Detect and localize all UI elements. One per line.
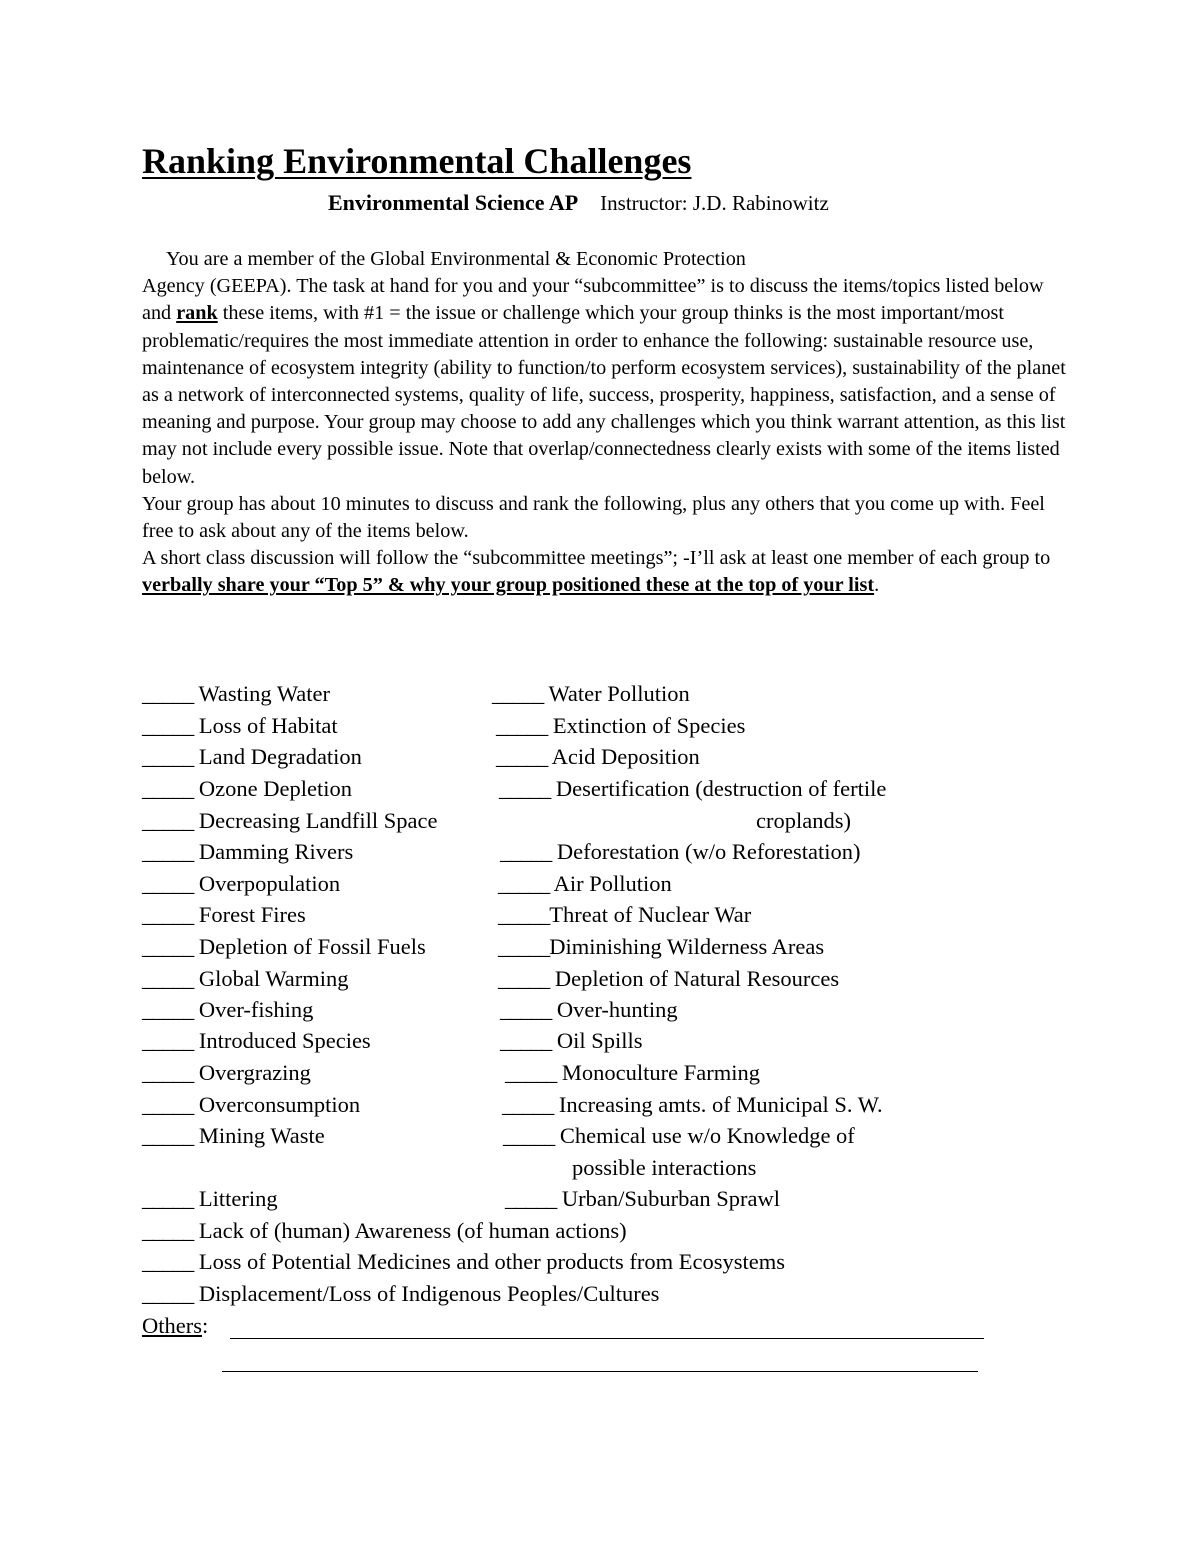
rank-blank[interactable]: _____ — [499, 776, 551, 801]
rank-blank[interactable]: _____ — [142, 1186, 194, 1211]
list-item: _____ Increasing amts. of Municipal S. W. — [502, 1092, 883, 1117]
rank-blank[interactable]: _____ — [498, 871, 550, 896]
list-item: _____ Overpopulation — [142, 871, 341, 896]
rank-blank[interactable]: _____ — [505, 1186, 557, 1211]
list-item: _____ Damming Rivers — [142, 839, 354, 864]
list-item: _____Diminishing Wilderness Areas — [498, 934, 825, 959]
list-item: _____ Land Degradation — [142, 744, 362, 769]
rank-blank[interactable]: _____ — [142, 1028, 194, 1053]
list-item: _____ Decreasing Landfill Space — [142, 808, 438, 833]
rank-blank[interactable]: _____ — [502, 1092, 554, 1117]
rank-blank[interactable]: _____ — [142, 1281, 194, 1306]
rank-blank[interactable]: _____ — [142, 1092, 194, 1117]
rank-blank[interactable]: _____ — [498, 902, 550, 927]
list-item: _____ Chemical use w/o Knowledge of — [503, 1123, 855, 1148]
rank-blank[interactable]: _____ — [142, 966, 194, 991]
list-item-continuation: croplands) — [756, 808, 851, 833]
list-item: _____ Global Warming — [142, 966, 349, 991]
others-label: Others: — [142, 1313, 209, 1338]
list-item: _____ Loss of Potential Medicines and other products from Ecosystems — [142, 1249, 786, 1274]
list-item: _____ Deforestation (w/o Reforestation) — [500, 839, 861, 864]
list-item: _____ Littering — [142, 1186, 278, 1211]
rank-blank[interactable]: _____ — [142, 839, 194, 864]
rank-blank[interactable]: _____ — [142, 1218, 194, 1243]
rank-blank[interactable]: _____ — [496, 713, 548, 738]
list-item: _____ Oil Spills — [500, 1028, 643, 1053]
page-title: Ranking Environmental Challenges — [142, 141, 692, 181]
list-item: _____ Introduced Species — [142, 1028, 371, 1053]
list-item: _____ Water Pollution — [492, 681, 690, 706]
rank-blank[interactable]: _____ — [142, 902, 194, 927]
list-item: _____ Extinction of Species — [496, 713, 746, 738]
list-item: _____Threat of Nuclear War — [498, 902, 752, 927]
rank-blank[interactable]: _____ — [498, 966, 550, 991]
rank-blank[interactable]: _____ — [505, 1060, 557, 1085]
others-line-1[interactable] — [230, 1338, 984, 1339]
list-item: _____ Overconsumption — [142, 1092, 361, 1117]
instructions-paragraph-1: You are a member of the Global Environmental & Economic Protection Agency (GEEPA). The task at hand for you and your “subcommittee” is to discuss the items/topics listed below and rank these items, with #1 = the issue or challenge which your group thinks is the most important/most problematic/requires the most immediate attention in order to enhance the following: sustainable resource use, maintenance of ecosystem integrity (ability to function/to perform ecosystem services), sustainability of the planet as a network of interconnected systems, quality of life, success, prosperity, happiness, satisfaction, and a sense of meaning and purpose. Your group may choose to add any challenges which you think warrant attention, as this list may not include every possible issue. Note that overlap/connectedness clearly exists with some of the items listed below. — [142, 248, 1066, 488]
rank-blank[interactable]: _____ — [142, 997, 194, 1022]
list-item-continuation: possible interactions — [572, 1155, 757, 1180]
course-name: Environmental Science AP — [328, 190, 579, 215]
rank-blank[interactable]: _____ — [142, 1249, 194, 1274]
list-item: _____ Overgrazing — [142, 1060, 311, 1085]
rank-blank[interactable]: _____ — [142, 744, 194, 769]
instructions-paragraph-2: Your group has about 10 minutes to discuss and rank the following, plus any others that you come up with. Feel free to ask about any of the items below. — [142, 492, 1045, 543]
list-item: _____ Wasting Water — [142, 681, 331, 706]
rank-blank[interactable]: _____ — [142, 1123, 194, 1148]
list-item: _____ Urban/Suburban Sprawl — [505, 1186, 780, 1211]
rank-blank[interactable]: _____ — [142, 681, 194, 706]
share-emphasis: verbally share your “Top 5” & why your group positioned these at the top of your list — [142, 574, 875, 597]
list-item: _____ Monoculture Farming — [505, 1060, 760, 1085]
rank-blank[interactable]: _____ — [142, 871, 194, 896]
rank-blank[interactable]: _____ — [500, 1028, 552, 1053]
list-item: _____ Depletion of Fossil Fuels — [142, 934, 426, 959]
list-item: _____ Desertification (destruction of fertile — [499, 776, 887, 801]
rank-blank[interactable]: _____ — [142, 808, 194, 833]
rank-blank[interactable]: _____ — [500, 839, 552, 864]
list-item: _____ Forest Fires — [142, 902, 306, 927]
subtitle — [328, 190, 829, 216]
rank-blank[interactable]: _____ — [142, 1060, 194, 1085]
instructions-paragraph-3: A short class discussion will follow the “subcommittee meetings”; -I’ll ask at least one member of each group to verbally share your “Top 5” & why your group positioned these at the top of your list. — [142, 547, 1051, 597]
rank-blank[interactable]: _____ — [492, 681, 544, 706]
list-item: _____ Ozone Depletion — [142, 776, 352, 801]
rank-blank[interactable]: _____ — [142, 713, 194, 738]
list-item: _____ Displacement/Loss of Indigenous Peoples/Cultures — [142, 1281, 660, 1306]
rank-blank[interactable]: _____ — [503, 1123, 555, 1148]
others-line-2[interactable] — [222, 1371, 978, 1372]
rank-blank[interactable]: _____ — [142, 934, 194, 959]
rank-emphasis: rank — [176, 302, 218, 325]
list-item: _____ Air Pollution — [498, 871, 672, 896]
instructor-name: Instructor: J.D. Rabinowitz — [600, 191, 829, 215]
list-item: _____ Over-fishing — [142, 997, 314, 1022]
rank-blank[interactable]: _____ — [496, 744, 548, 769]
rank-blank[interactable]: _____ — [498, 934, 550, 959]
rank-blank[interactable]: _____ — [500, 997, 552, 1022]
rank-blank[interactable]: _____ — [142, 776, 194, 801]
list-item: _____ Depletion of Natural Resources — [498, 966, 840, 991]
list-item: _____ Lack of (human) Awareness (of human actions) — [142, 1218, 627, 1243]
list-item: _____ Over-hunting — [500, 997, 678, 1022]
list-item: _____ Acid Deposition — [496, 744, 700, 769]
instructions — [142, 246, 1072, 600]
list-item: _____ Loss of Habitat — [142, 713, 338, 738]
list-item: _____ Mining Waste — [142, 1123, 325, 1148]
